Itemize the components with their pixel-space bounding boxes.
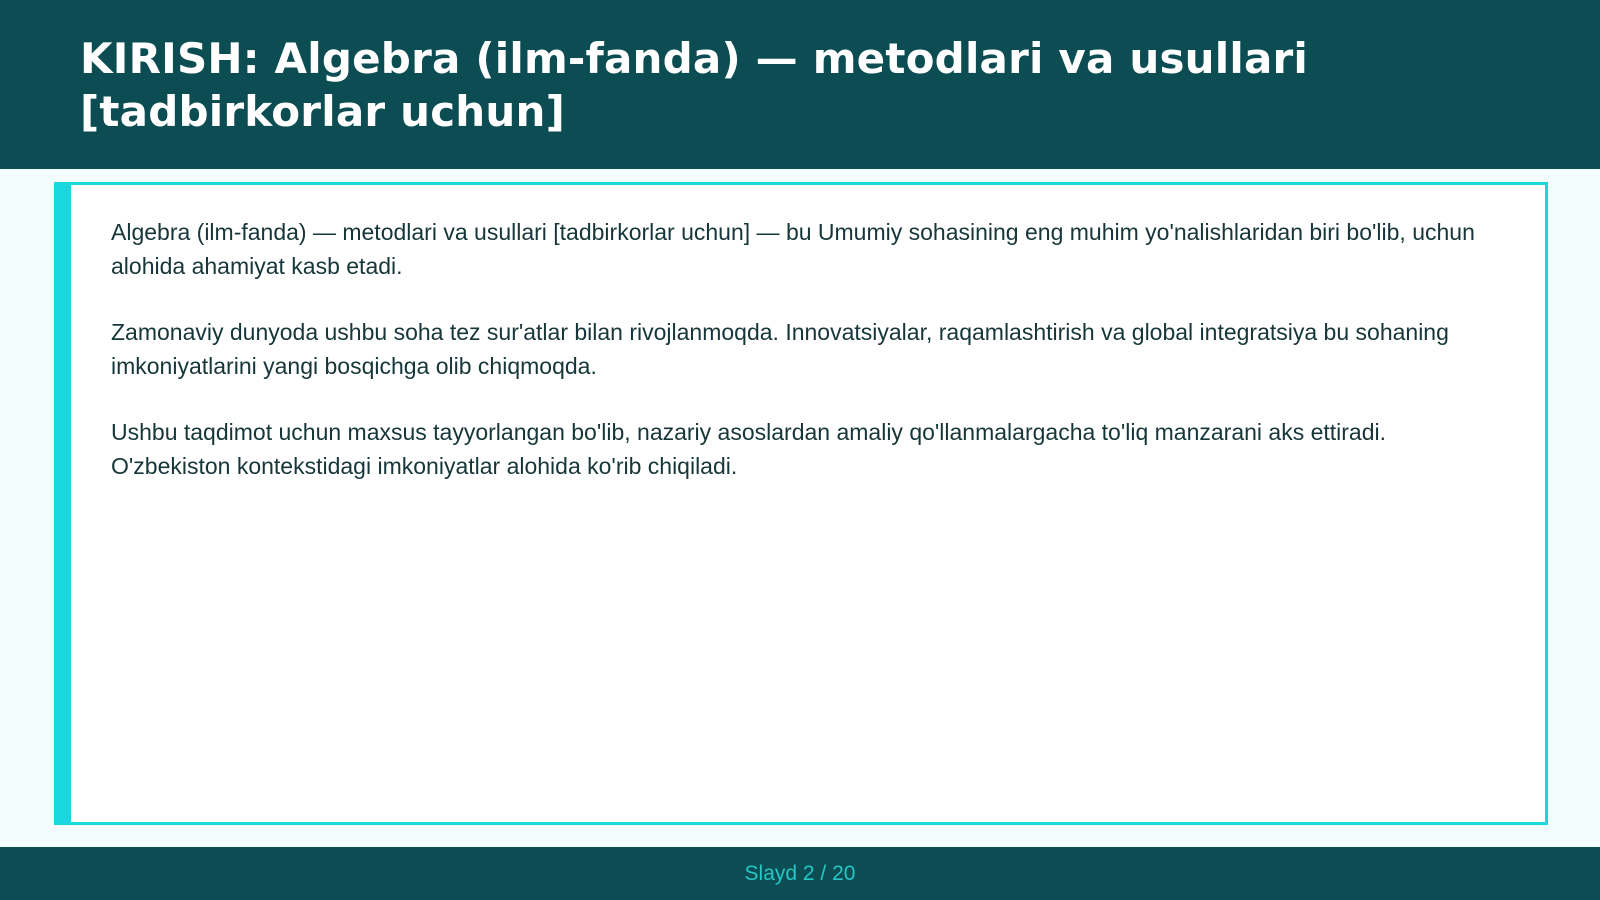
slide-footer [0,847,1600,900]
slide-title: KIRISH: Algebra (ilm-fanda) — metodlari va usullari [tadbirkorlar uchun] [80,34,1308,136]
content-body [111,215,1511,515]
slide-counter: Slayd 2 / 20 [744,862,856,885]
paragraph-introduction: Algebra (ilm-fanda) — metodlari va usullari [tadbirkorlar uchun] — bu Umumiy sohasining eng muhim yo'nalishlaridan biri bo'lib, uchun alohida ahamiyat kasb etadi. [111,219,1475,279]
slide-header [0,0,1600,169]
content-card [54,182,1548,825]
paragraph-presentation-purpose: Ushbu taqdimot uchun maxsus tayyorlangan bo'lib, nazariy asoslardan amaliy qo'llanmalargacha to'liq manzarani aks ettiradi. O'zbekiston kontekstidagi imkoniyatlar alohida ko'rib chiqiladi. [111,419,1387,479]
paragraph-modern-world: Zamonaviy dunyoda ushbu soha tez sur'atlar bilan rivojlanmoqda. Innovatsiyalar, raqamlashtirish va global integratsiya bu sohaning imkoniyatlarini yangi bosqichga olib chiqmoqda. [111,319,1449,379]
